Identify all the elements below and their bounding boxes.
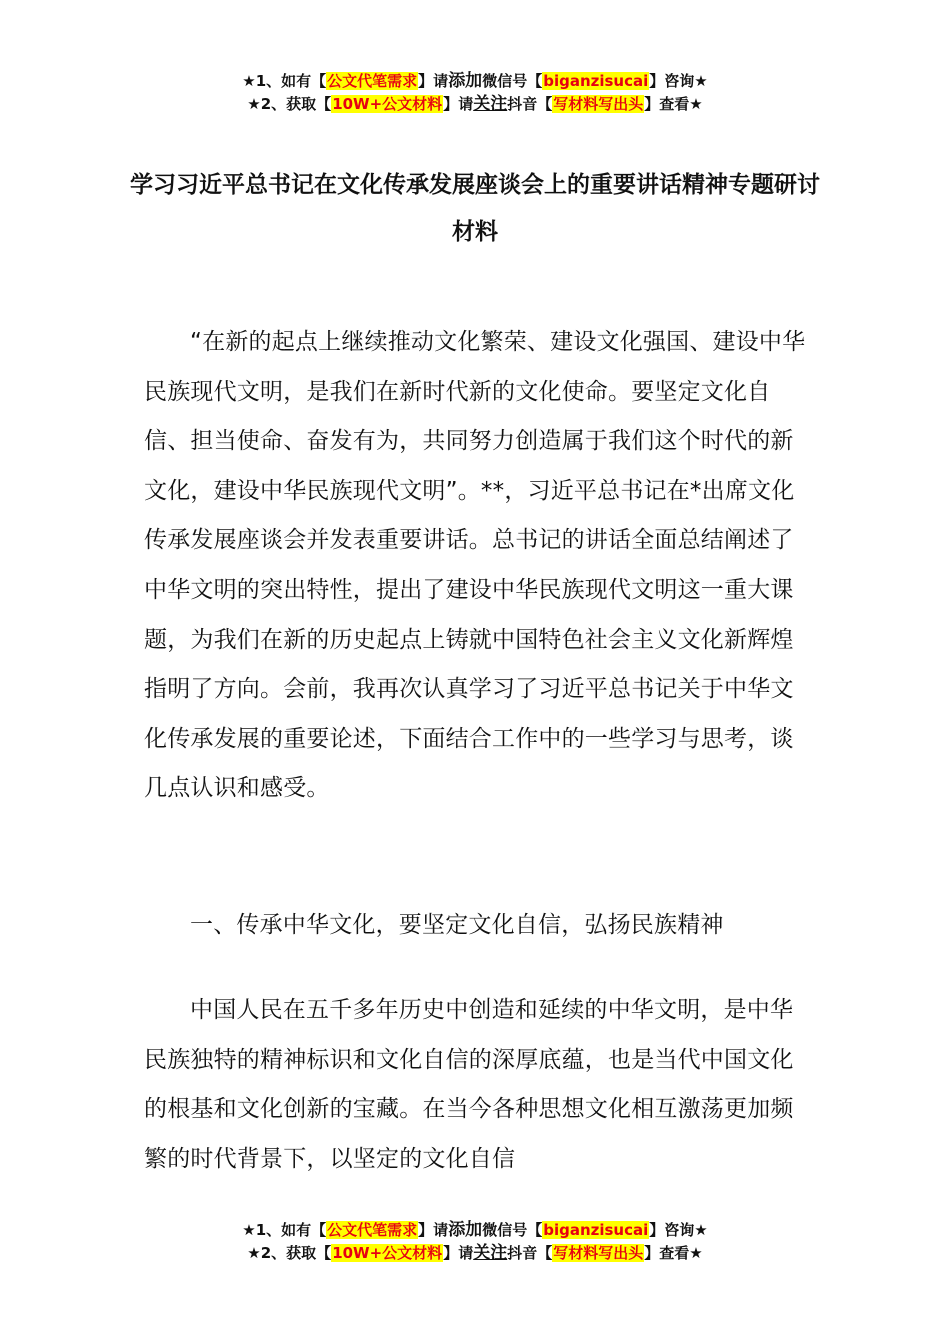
document-title: 学习习近平总书记在文化传承发展座谈会上的重要讲话精神专题研讨材料: [130, 172, 820, 245]
banner-text: ★1、如有【: [242, 1221, 327, 1239]
banner-text: 微信号【: [482, 72, 543, 90]
banner-emphasis: 关注: [473, 1243, 508, 1263]
banner-text: 】请: [443, 95, 474, 113]
banner-line-2: [0, 93, 950, 116]
banner-text: 抖音【: [507, 1244, 553, 1262]
banner-text: 微信号【: [482, 1221, 543, 1239]
banner-text: 抖音【: [507, 95, 553, 113]
banner-text: 】咨询★: [649, 72, 708, 90]
banner-highlight: 写材料写出头: [553, 1244, 644, 1262]
section-heading-1: 一、传承中华文化，要坚定文化自信，弘扬民族精神: [190, 912, 724, 938]
banner-text: ★2、获取【: [247, 95, 332, 113]
banner-line-1: [0, 1219, 950, 1242]
footer-banner: [0, 1219, 950, 1265]
header-banner: [0, 70, 950, 116]
banner-text: ★1、如有【: [242, 72, 327, 90]
banner-highlight: 写材料写出头: [553, 95, 644, 113]
banner-text: 】查看★: [644, 1244, 703, 1262]
banner-highlight: 公文代笔需求: [327, 72, 418, 90]
banner-highlight: biganzisucai: [543, 1221, 649, 1239]
banner-text: 】请: [418, 72, 449, 90]
banner-text: 】咨询★: [649, 1221, 708, 1239]
banner-highlight: 10W+公文材料: [332, 1244, 443, 1262]
paragraph-intro: “在新的起点上继续推动文化繁荣、建设文化强国、建设中华民族现代文明，是我们在新时代新的文化使命。要坚定文化自信、担当使命、奋发有为，共同努力创造属于我们这个时代的新文化，建设中华民族现代文明”。**，习近平总书记在*出席文化传承发展座谈会并发表重要讲话。总书记的讲话全面总结阐述了中华文明的突出特性，提出了建设中华民族现代文明这一重大课题，为我们在新的历史起点上铸就中国特色社会主义文化新辉煌指明了方向。会前，我再次认真学习了习近平总书记关于中华文化传承发展的重要论述，下面结合工作中的一些学习与思考，谈几点认识和感受。: [144, 329, 806, 802]
banner-highlight: biganzisucai: [543, 72, 649, 90]
banner-text: ★2、获取【: [247, 1244, 332, 1262]
banner-line-1: [0, 70, 950, 93]
banner-emphasis: 添加: [448, 71, 483, 91]
banner-highlight: 10W+公文材料: [332, 95, 443, 113]
banner-emphasis: 添加: [448, 1220, 483, 1240]
banner-emphasis: 关注: [473, 94, 508, 114]
banner-text: 】请: [443, 1244, 474, 1262]
banner-text: 】查看★: [644, 95, 703, 113]
banner-text: 】请: [418, 1221, 449, 1239]
banner-line-2: [0, 1242, 950, 1265]
paragraph-section-1: 中国人民在五千多年历史中创造和延续的中华文明，是中华民族独特的精神标识和文化自信的深厚底蕴，也是当代中国文化的根基和文化创新的宝藏。在当今各种思想文化相互激荡更加频繁的时代背景下，以坚定的文化自信: [144, 997, 794, 1172]
banner-highlight: 公文代笔需求: [327, 1221, 418, 1239]
